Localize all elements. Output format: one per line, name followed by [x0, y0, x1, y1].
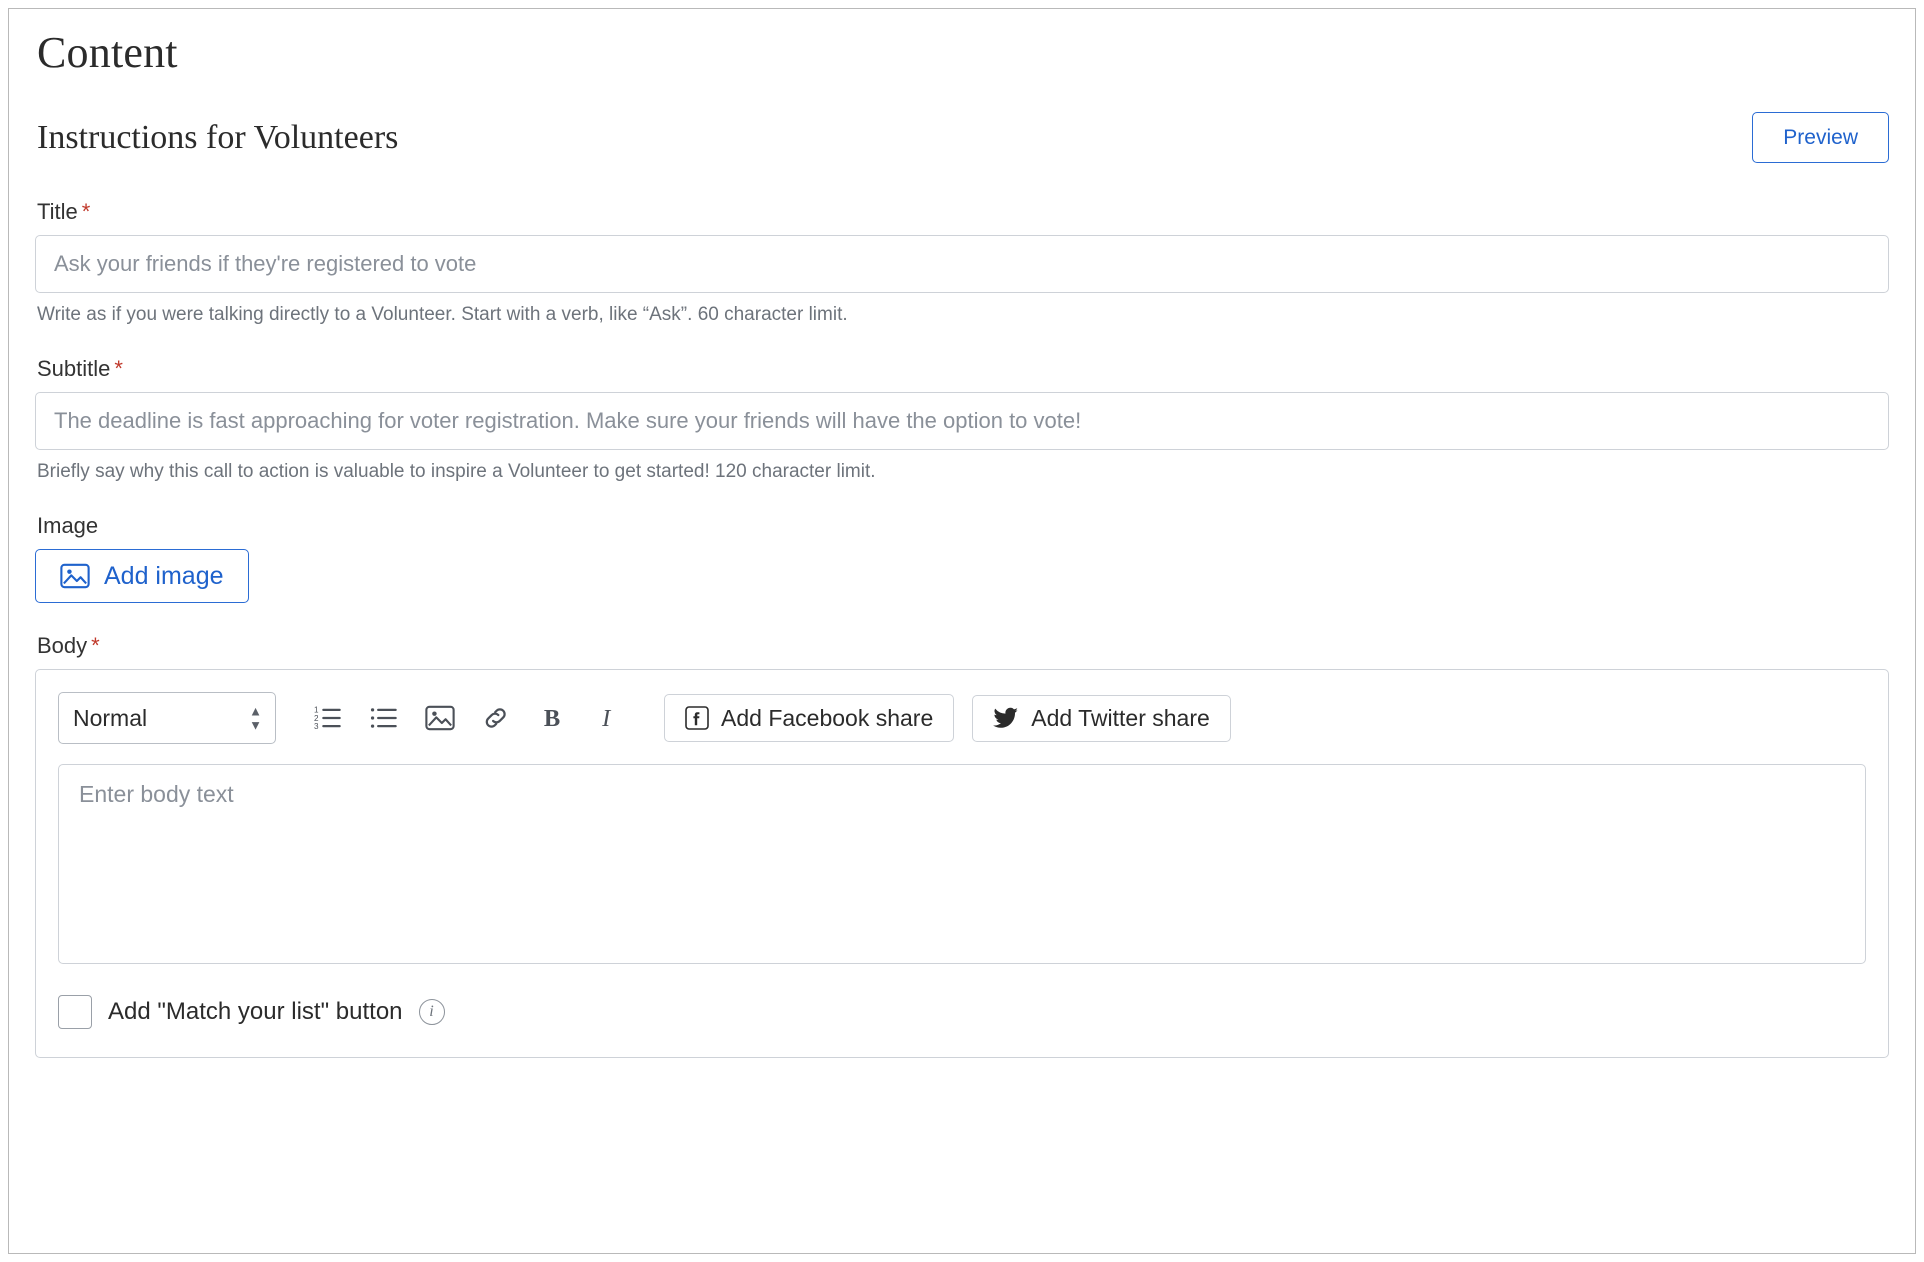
image-field-block	[35, 513, 1889, 603]
add-facebook-share-label: Add Facebook share	[721, 704, 934, 731]
image-icon[interactable]	[412, 694, 468, 742]
match-list-label: Add "Match your list" button	[108, 998, 403, 1025]
svg-text:1: 1	[314, 705, 319, 715]
match-list-checkbox[interactable]	[58, 995, 92, 1029]
add-image-button-label: Add image	[104, 561, 224, 590]
info-icon[interactable]: i	[419, 999, 445, 1025]
svg-text:2: 2	[314, 713, 319, 723]
image-icon	[60, 563, 90, 589]
add-twitter-share-label: Add Twitter share	[1031, 704, 1210, 731]
add-twitter-share-button[interactable]	[972, 695, 1231, 742]
title-label-text: Title	[37, 199, 78, 224]
ordered-list-icon[interactable]	[300, 694, 356, 742]
rich-text-editor	[35, 669, 1889, 1058]
body-textarea[interactable]	[58, 764, 1866, 964]
title-label	[37, 199, 1889, 225]
text-style-select[interactable]	[58, 692, 276, 744]
title-helper-text: Write as if you were talking directly to a Volunteer. Start with a verb, like “Ask”. 60 character limit.	[37, 304, 848, 325]
body-label	[37, 633, 1889, 659]
subtitle-input[interactable]	[35, 392, 1889, 450]
svg-text:3: 3	[314, 722, 319, 731]
preview-button[interactable]: Preview	[1752, 112, 1889, 163]
title-input[interactable]	[35, 235, 1889, 293]
bullet-list-icon[interactable]	[356, 694, 412, 742]
svg-text:B: B	[543, 705, 561, 732]
page-title: Content	[37, 28, 178, 77]
subtitle-helper-text: Briefly say why this call to action is valuable to inspire a Volunteer to get started! 120 character limit.	[37, 461, 876, 482]
subtitle-required-marker: *	[114, 356, 123, 381]
link-icon[interactable]	[468, 694, 524, 742]
add-facebook-share-button[interactable]	[664, 694, 954, 742]
image-label: Image	[37, 513, 99, 538]
bold-icon[interactable]	[524, 694, 580, 742]
subtitle-label	[37, 356, 1889, 382]
body-required-marker: *	[91, 633, 100, 658]
subtitle-label-text: Subtitle	[37, 356, 111, 381]
body-label-text: Body	[37, 633, 88, 658]
facebook-icon	[685, 706, 709, 730]
content-panel	[8, 8, 1916, 1254]
italic-icon[interactable]	[580, 694, 636, 742]
section-title: Instructions for Volunteers	[37, 118, 399, 156]
add-image-button[interactable]	[35, 549, 249, 603]
twitter-icon	[993, 707, 1019, 729]
editor-toolbar	[58, 692, 1866, 744]
match-list-row	[58, 995, 1866, 1029]
title-field-block	[35, 199, 1889, 326]
svg-text:I: I	[602, 705, 611, 732]
section-header	[35, 112, 1889, 163]
title-required-marker: *	[81, 199, 91, 224]
body-field-block	[35, 633, 1889, 1058]
text-style-select-shell	[58, 692, 276, 744]
subtitle-field-block	[35, 356, 1889, 483]
chevron-updown-icon: ▲ ▼	[249, 703, 262, 732]
